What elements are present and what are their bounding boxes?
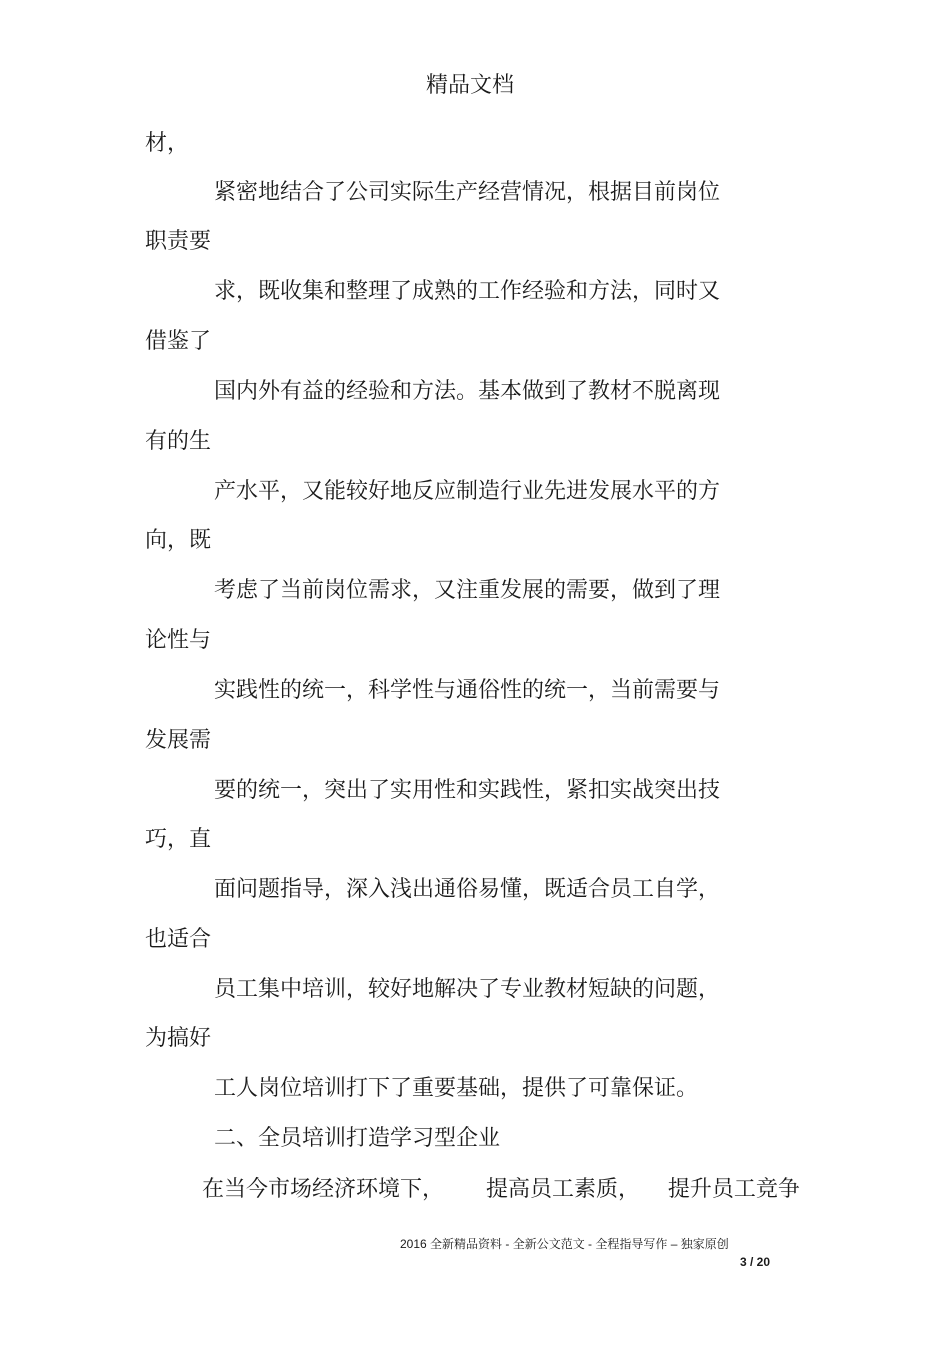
- body-line: 实践性的统一，科学性与通俗性的统一，当前需要与: [214, 678, 721, 703]
- body-line: 职责要: [145, 229, 212, 254]
- body-line: 向，既: [145, 528, 212, 553]
- page-header-title: 精品文档: [425, 73, 514, 98]
- body-line: 发展需: [145, 728, 212, 753]
- body-line: 要的统一，突出了实用性和实践性，紧扣实战突出技: [214, 778, 721, 803]
- body-line: 也适合: [145, 927, 212, 952]
- body-line: 考虑了当前岗位需求，又注重发展的需要，做到了理: [214, 578, 721, 603]
- body-line: 巧，直: [145, 827, 212, 852]
- body-line: 面问题指导，深入浅出通俗易懂，既适合员工自学，: [214, 877, 721, 902]
- body-line: 有的生: [145, 429, 212, 454]
- body-line: 借鉴了: [145, 329, 212, 354]
- page-number: 3 / 20: [740, 1255, 771, 1269]
- body-line: 材，: [145, 131, 190, 156]
- body-line: 在当今市场经济环境下， 提高员工素质， 提升员工竞争: [202, 1177, 800, 1202]
- body-line: 为搞好: [145, 1026, 212, 1051]
- footer-note: 2016 全新精品资料 - 全新公文范文 - 全程指导写作 – 独家原创: [400, 1237, 729, 1251]
- body-line: 求，既收集和整理了成熟的工作经验和方法，同时又: [214, 279, 721, 304]
- body-line: 论性与: [145, 628, 212, 653]
- body-line: 产水平，又能较好地反应制造行业先进发展水平的方: [214, 479, 721, 504]
- body-line: 国内外有益的经验和方法。基本做到了教材不脱离现: [214, 379, 721, 404]
- body-line: 紧密地结合了公司实际生产经营情况，根据目前岗位: [214, 180, 721, 205]
- body-line: 工人岗位培训打下了重要基础，提供了可靠保证。: [214, 1076, 699, 1101]
- body-line: 员工集中培训，较好地解决了专业教材短缺的问题，: [214, 977, 721, 1002]
- section-heading: 二、全员培训打造学习型企业: [214, 1126, 501, 1151]
